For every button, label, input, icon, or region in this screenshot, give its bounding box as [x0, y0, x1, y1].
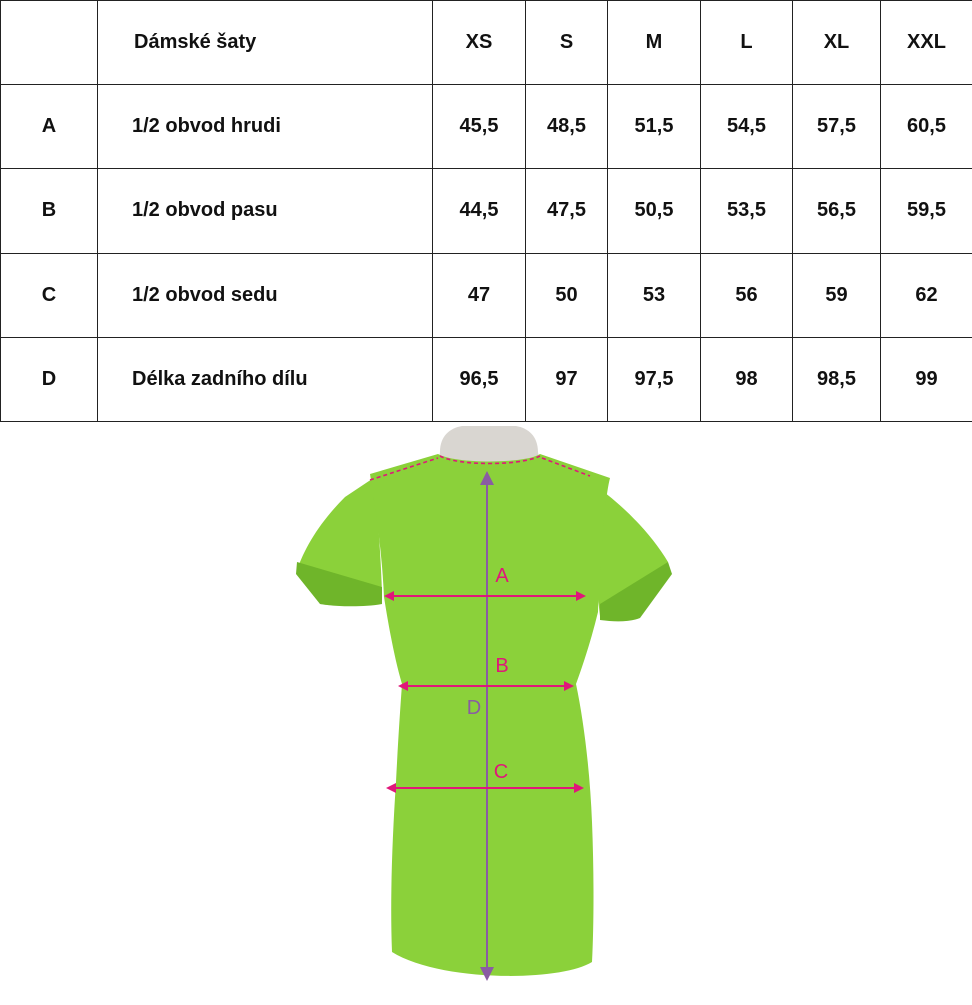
row-value: 47,5: [526, 169, 608, 253]
size-header-l: L: [701, 1, 793, 85]
row-value: 62: [881, 253, 972, 337]
row-value: 54,5: [701, 85, 793, 169]
size-chart-table: [0, 0, 972, 422]
row-value: 99: [881, 337, 972, 421]
row-value: 48,5: [526, 85, 608, 169]
row-value: 56,5: [793, 169, 881, 253]
row-code: C: [1, 253, 98, 337]
row-measure-name: 1/2 obvod hrudi: [98, 85, 433, 169]
size-header-xs: XS: [433, 1, 526, 85]
dress-illustration: [0, 422, 972, 1000]
row-value: 97,5: [608, 337, 701, 421]
row-value: 50,5: [608, 169, 701, 253]
size-header-s: S: [526, 1, 608, 85]
dress-body: [370, 454, 610, 976]
row-value: 96,5: [433, 337, 526, 421]
row-value: 51,5: [608, 85, 701, 169]
table-row: [1, 337, 972, 421]
row-value: 97: [526, 337, 608, 421]
dress-measurement-figure: [0, 422, 972, 1000]
label-d: D: [467, 697, 481, 719]
row-measure-name: Délka zadního dílu: [98, 337, 433, 421]
row-measure-name: 1/2 obvod sedu: [98, 253, 433, 337]
row-code: D: [1, 337, 98, 421]
row-value: 53: [608, 253, 701, 337]
size-header-xxl: XXL: [881, 1, 972, 85]
row-value: 47: [433, 253, 526, 337]
table-row: [1, 85, 972, 169]
label-c: C: [494, 761, 508, 783]
row-value: 60,5: [881, 85, 972, 169]
row-value: 59,5: [881, 169, 972, 253]
label-b: B: [495, 655, 508, 677]
table-row: [1, 253, 972, 337]
header-product-name: Dámské šaty: [98, 1, 433, 85]
size-header-m: M: [608, 1, 701, 85]
table-row: [1, 169, 972, 253]
row-value: 59: [793, 253, 881, 337]
row-value: 57,5: [793, 85, 881, 169]
row-value: 98: [701, 337, 793, 421]
row-value: 44,5: [433, 169, 526, 253]
header-row: [1, 1, 972, 85]
label-a: A: [495, 565, 509, 587]
row-value: 45,5: [433, 85, 526, 169]
row-code: A: [1, 85, 98, 169]
row-value: 98,5: [793, 337, 881, 421]
row-value: 53,5: [701, 169, 793, 253]
header-code-cell: [1, 1, 98, 85]
row-code: B: [1, 169, 98, 253]
row-measure-name: 1/2 obvod pasu: [98, 169, 433, 253]
row-value: 50: [526, 253, 608, 337]
row-value: 56: [701, 253, 793, 337]
size-header-xl: XL: [793, 1, 881, 85]
